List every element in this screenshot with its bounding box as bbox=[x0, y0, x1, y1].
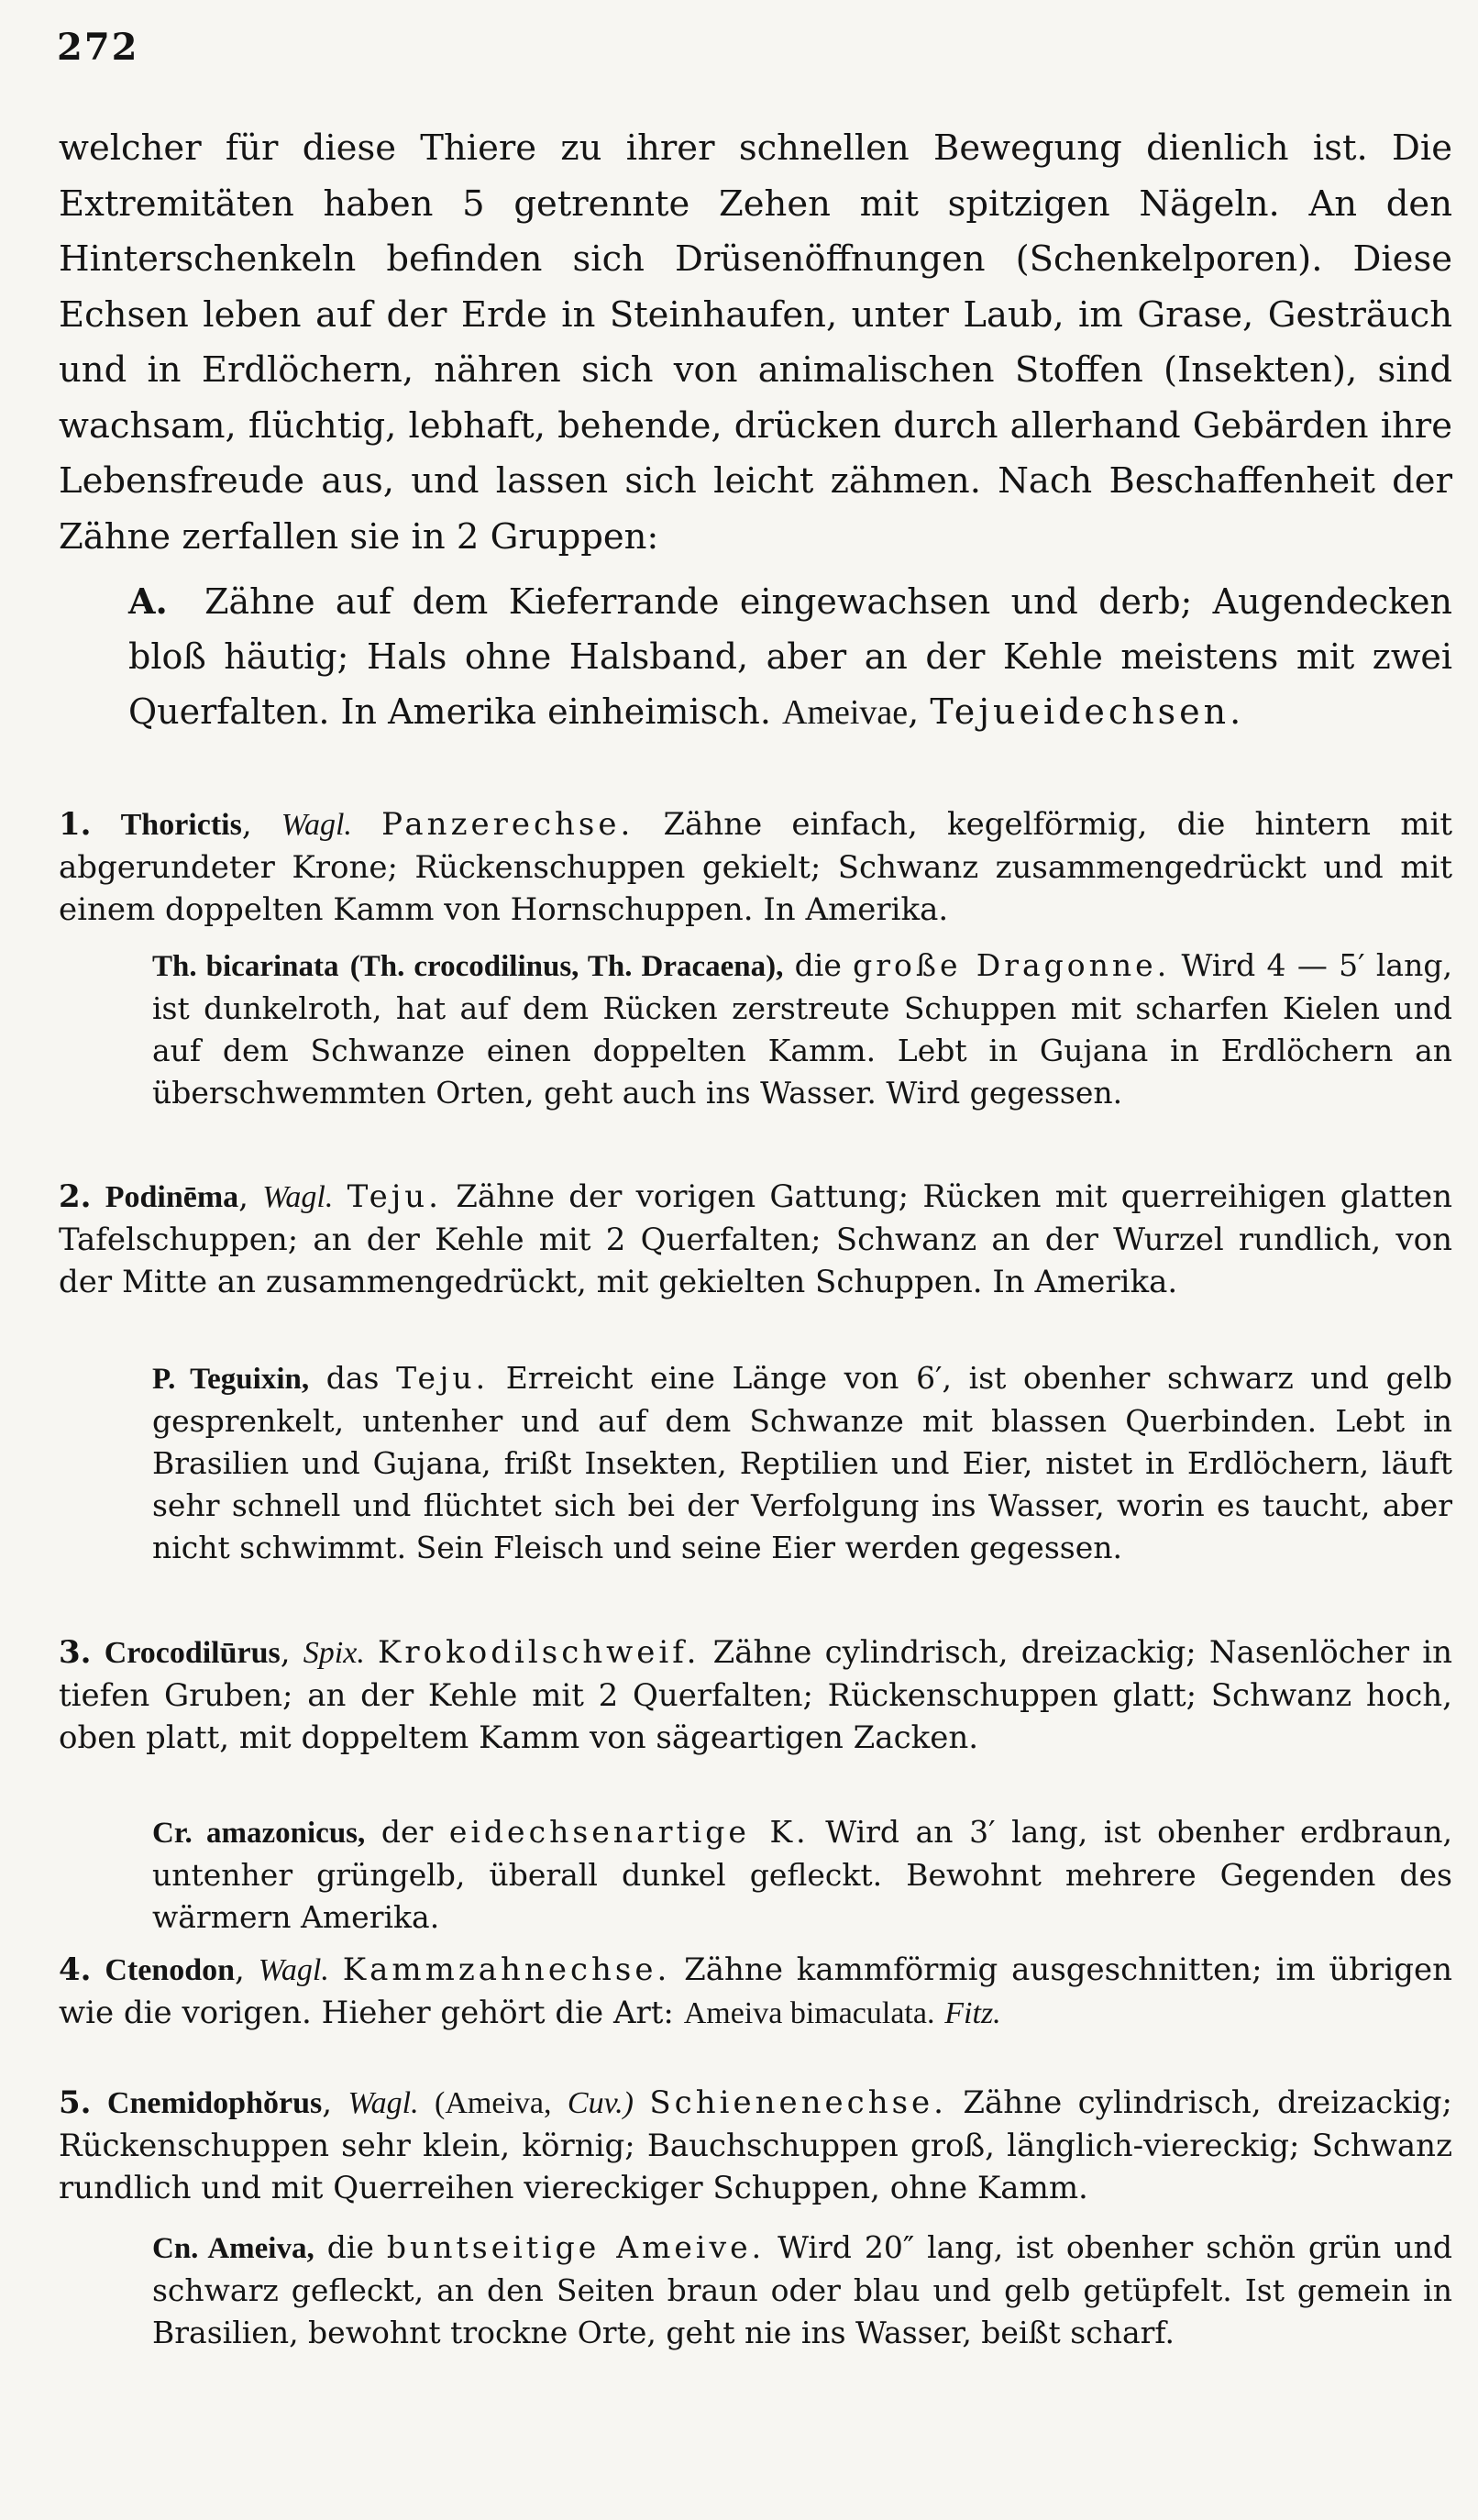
genus-german-name: Krokodilschweif. bbox=[378, 1634, 700, 1671]
genus-name: Crocodilūrus bbox=[104, 1636, 281, 1670]
page-number: 272 bbox=[57, 26, 139, 69]
species-name: Cn. Ameiva, bbox=[152, 2232, 314, 2265]
genus-number: 1. bbox=[59, 806, 92, 843]
genus-author: Wagl. bbox=[347, 2086, 419, 2120]
species-article: die bbox=[326, 2229, 374, 2265]
species-entry-amazonicus bbox=[152, 1811, 1452, 1939]
intro-text: welcher für diese Thiere zu ihrer schnellen Bewegung dienlich ist. Die Extremitäten haben 5 getrennte Zehen mit spitzigen Nägeln. An den Hinterschenkeln befinden sich Drüsenöffnungen (Schenkelporen). Diese Echsen leben auf der Erde in Steinhaufen, unter Laub, im Grase, Gesträuch und in Erdlöchern, nähren sich von animalischen Stoffen (Insekten), sind wachsam, flüchtig, lebhaft, behende, drücken durch allerhand Gebärden ihre Lebensfreude aus, und lassen sich leicht zähmen. Nach Beschaffenheit der Zähne zerfallen sie in 2 Gruppen: bbox=[59, 127, 1452, 558]
species-german-name: große Dragonne. bbox=[853, 947, 1171, 983]
genus-german-name: Teju. bbox=[347, 1178, 442, 1215]
genus-entry-ctenodon: 4. Ctenodon, Wagl. Kammzahnechse. Zähne kammförmig ausgeschnitten; im übrigen wie die vorigen. Hieher gehört die Art: Ameiva bimaculata. Fitz. bbox=[59, 1951, 1452, 2031]
genus-number: 3. bbox=[59, 1634, 92, 1671]
genus-synonym-author: Cuv.) bbox=[567, 2086, 634, 2120]
genus-description: Zähne kammförmig ausgeschnitten; im übrigen wie die vorigen. Hieher gehört die Art: bbox=[59, 1951, 1452, 2031]
genus-name: Cnemidophŏrus bbox=[106, 2086, 323, 2120]
intro-paragraph bbox=[59, 121, 1452, 565]
species-description: Erreicht eine Länge von 6′, ist obenher schwarz und gelb gesprenkelt, untenher und auf dem Schwanze mit blassen Querbinden. Lebt in Brasilien und Gujana, frißt Insekten, Reptilien und Eier, nistet in Erdlöchern, läuft sehr schnell und flüchtet sich bei der Verfolgung ins Wasser, worin es taucht, aber nicht schwimmt. Sein Fleisch und seine Eier werden gegessen. bbox=[152, 1360, 1452, 1565]
genus-name: Thorictis bbox=[120, 808, 242, 842]
genus-number: 4. bbox=[59, 1951, 92, 1988]
genus-entry-cnemidophorus: 5. Cnemidophŏrus, Wagl. (Ameiva, Cuv.) Schienenechse. Zähne cylindrisch, dreizackig; Rückenschuppen sehr klein, körnig; Bauchschuppen groß, länglich-viereckig; Schwanz rundlich und mit Querreihen viereckiger Schuppen, ohne Kamm. bbox=[59, 2084, 1452, 2206]
species-description: Wird 4 — 5′ lang, ist dunkelroth, hat auf dem Rücken zerstreute Schuppen mit scharfen Kielen und auf dem Schwanze einen doppelten Kamm. Lebt in Gujana in Erdlöchern an überschwemmten Orten, geht auch ins Wasser. Wird gegessen. bbox=[152, 947, 1452, 1111]
species-entry-teguixin bbox=[152, 1357, 1452, 1569]
genus-description: Zähne einfach, kegelförmig, die hintern mit abgerundeter Krone; Rückenschuppen gekielt; Schwanz zusammengedrückt und mit einem doppelten Kamm von Hornschuppen. In Amerika. bbox=[59, 806, 1452, 928]
genus-description: Zähne cylindrisch, dreizackig; Rückenschuppen sehr klein, körnig; Bauchschuppen groß, länglich-viereckig; Schwanz rundlich und mit Querreihen viereckiger Schuppen, ohne Kamm. bbox=[59, 2084, 1452, 2206]
genus-synonym: (Ameiva, bbox=[435, 2086, 552, 2120]
species-article: die bbox=[794, 947, 842, 983]
species-synonyms: (Th. crocodilinus, Th. Dracaena), bbox=[349, 950, 784, 983]
species-article: das bbox=[325, 1360, 380, 1396]
species-name: Th. bicarinata bbox=[152, 950, 339, 983]
group-a-german: Tejueidechsen. bbox=[930, 691, 1245, 732]
species-german-name: buntseitige Ameive. bbox=[386, 2229, 766, 2265]
genus-entry-podinema: 2. Podinēma, Wagl. Teju. Zähne der vorigen Gattung; Rücken mit querreihigen glatten Tafelschuppen; an der Kehle mit 2 Querfalten; Schwanz an der Wurzel rundlich, von der Mitte an zusammengedrückt, mit gekielten Schuppen. In Amerika. bbox=[59, 1178, 1453, 1300]
genus-author: Wagl. bbox=[262, 1180, 334, 1214]
genus-author: Wagl. bbox=[281, 808, 352, 842]
group-a-paragraph: A. Zähne auf dem Kieferrande eingewachsen und derb; Augendecken bloß häutig; Hals ohne Halsband, aber an der Kehle meistens mit zwei Querfalten. In Amerika einheimisch. Ameivae, Tejueidechsen. bbox=[128, 580, 1452, 732]
species-name: Cr. amazonicus, bbox=[152, 1817, 366, 1850]
genus-example-species: Ameiva bimaculata. bbox=[683, 1996, 935, 2030]
genus-description: Zähne cylindrisch, dreizackig; Nasenlöcher in tiefen Gruben; an der Kehle mit 2 Querfalten; Rückenschuppen glatt; Schwanz hoch, oben platt, mit doppeltem Kamm von sägeartigen Zacken. bbox=[59, 1634, 1453, 1756]
genus-author: Spix. bbox=[303, 1636, 365, 1670]
species-description: Wird 20″ lang, ist obenher schön grün und schwarz gefleckt, an den Seiten braun oder blau und gelb getüpfelt. Ist gemein in Brasilien, bewohnt trockne Orte, geht nie ins Wasser, beißt scharf. bbox=[152, 2229, 1452, 2350]
group-a-marker: A. bbox=[128, 580, 168, 622]
genus-number: 5. bbox=[59, 2084, 92, 2121]
genus-entry-crocodilurus: 3. Crocodilūrus, Spix. Krokodilschweif. Zähne cylindrisch, dreizackig; Nasenlöcher in tiefen Gruben; an der Kehle mit 2 Querfalten; Rückenschuppen glatt; Schwanz hoch, oben platt, mit doppeltem Kamm von sägeartigen Zacken. bbox=[59, 1634, 1453, 1756]
genus-name: Podinēma bbox=[105, 1180, 239, 1214]
genus-german-name: Kammzahnechse. bbox=[342, 1951, 671, 1988]
genus-number: 2. bbox=[59, 1178, 92, 1215]
species-entry-ameiva bbox=[152, 2227, 1452, 2354]
group-a-latin: Ameivae bbox=[782, 693, 909, 732]
genus-example-author: Fitz. bbox=[944, 1996, 1001, 2030]
species-german-name: Teju. bbox=[396, 1360, 490, 1396]
genus-author: Wagl. bbox=[258, 1953, 329, 1987]
species-description: Wird an 3′ lang, ist obenher erdbraun, untenher grüngelb, überall dunkel gefleckt. Bewohnt mehrere Gegenden des wärmern Amerika. bbox=[152, 1814, 1452, 1935]
genus-name: Ctenodon bbox=[105, 1953, 236, 1987]
species-name: P. Teguixin, bbox=[152, 1363, 310, 1396]
species-entry-bicarinata bbox=[152, 945, 1452, 1114]
genus-entry-thorictis: 1. Thorictis, Wagl. Panzerechse. Zähne einfach, kegelförmig, die hintern mit abgerundeter Krone; Rückenschuppen gekielt; Schwanz zusammengedrückt und mit einem doppelten Kamm von Hornschuppen. In Amerika. bbox=[59, 806, 1452, 928]
genus-german-name: Panzerechse. bbox=[381, 806, 634, 843]
group-a-text: Zähne auf dem Kieferrande eingewachsen und derb; Augendecken bloß häutig; Hals ohne Halsband, aber an der Kehle meistens mit zwei Querfalten. In Amerika einheimisch. bbox=[128, 581, 1452, 732]
genus-german-name: Schienenechse. bbox=[649, 2084, 947, 2121]
species-article: der bbox=[381, 1814, 434, 1850]
genus-description: Zähne der vorigen Gattung; Rücken mit querreihigen glatten Tafelschuppen; an der Kehle mit 2 Querfalten; Schwanz an der Wurzel rundlich, von der Mitte an zusammengedrückt, mit gekielten Schuppen. In Amerika. bbox=[59, 1178, 1453, 1300]
species-german-name: eidechsenartige K. bbox=[448, 1814, 810, 1850]
